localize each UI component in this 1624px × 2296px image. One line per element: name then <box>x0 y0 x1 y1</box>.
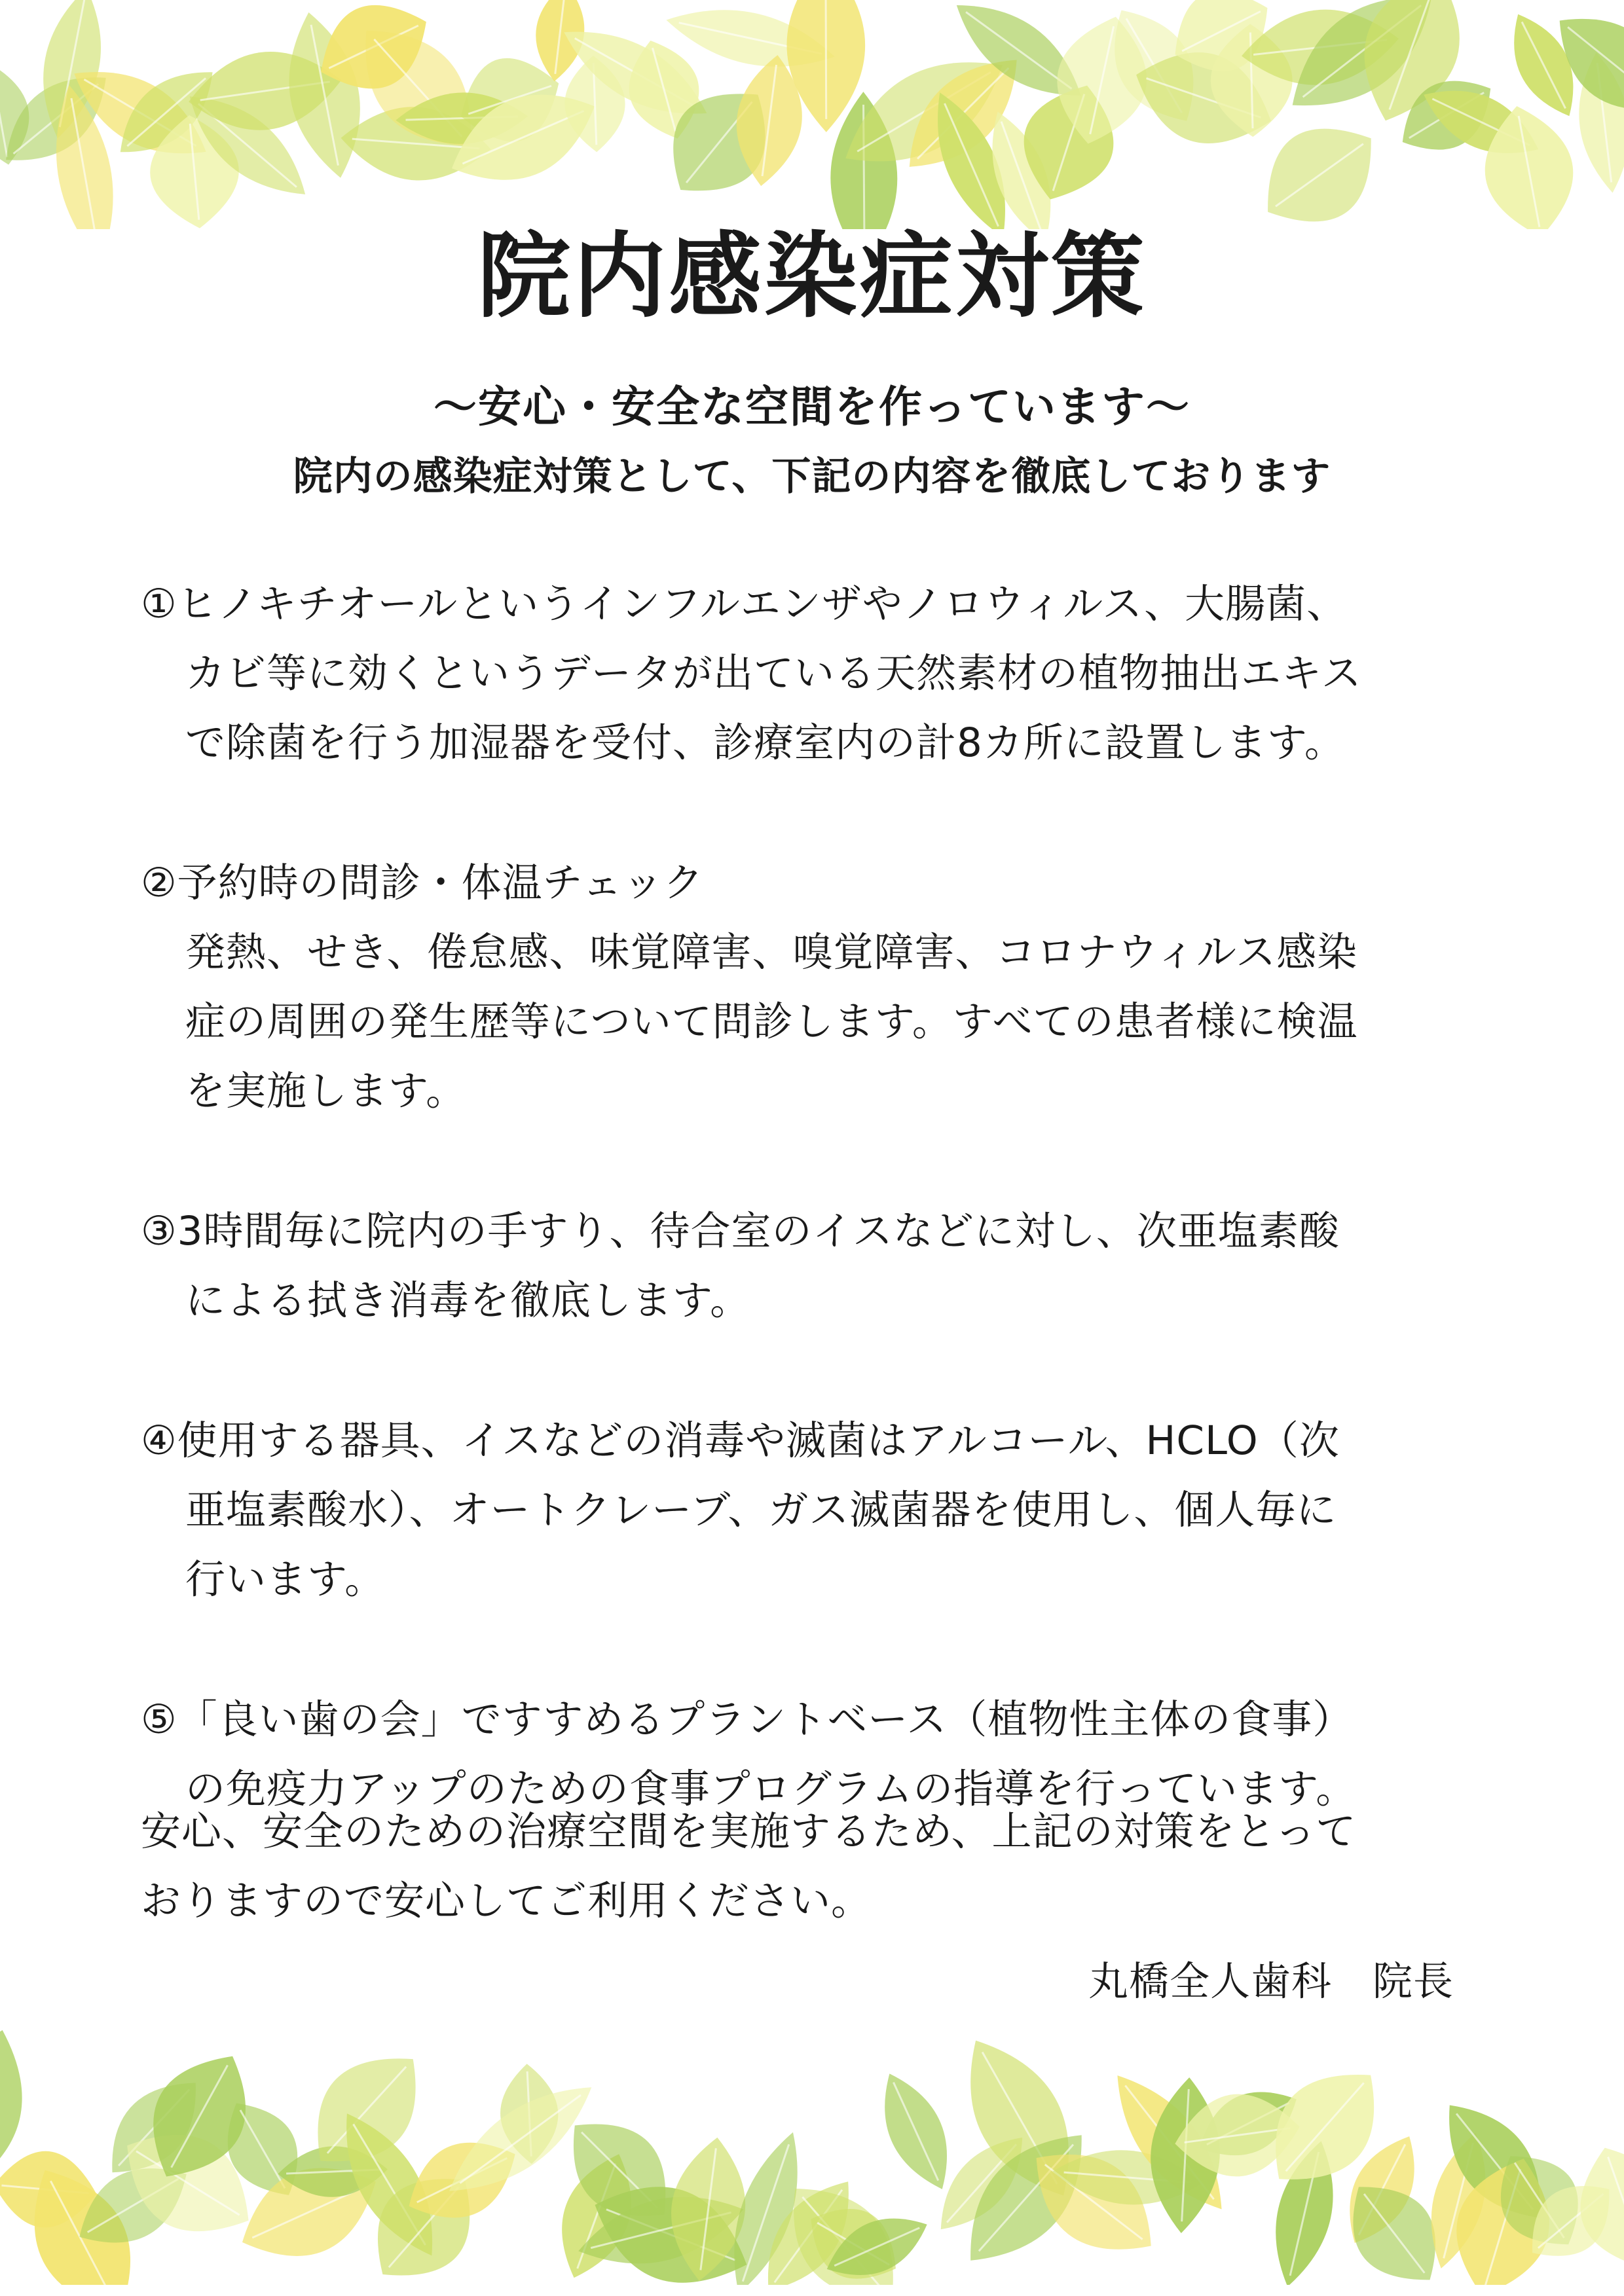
closing-message <box>141 1797 1490 1936</box>
item-line: ①ヒノキチオールというインフルエンザやノロウィルス、大腸菌、 <box>141 581 1348 627</box>
item-line: カビ等に効くというデータが出ている天然素材の植物抽出エキス <box>185 650 1362 697</box>
item-line: で除菌を行う加湿器を受付、診療室内の計8カ所に設置します。 <box>185 720 1345 766</box>
item-line: を実施します。 <box>185 1068 467 1114</box>
item-line: 発熱、せき、倦怠感、味覚障害、嗅覚障害、コロナウィルス感染 <box>185 929 1358 975</box>
intro-text: 院内の感染症対策として、下記の内容を徹底しております <box>293 454 1331 500</box>
item-line: 亜塩素酸水）、オートクレーブ、ガス滅菌器を使用し、個人毎に <box>185 1487 1337 1533</box>
signature: 丸橋全人歯科 院長 <box>1088 1958 1454 2005</box>
item-line: による拭き消毒を徹底します。 <box>185 1277 751 1324</box>
item-line: ④使用する器具、イスなどの消毒や滅菌はアルコール、HCLO（次 <box>141 1417 1340 1464</box>
measure-item-4 <box>141 1406 1490 1614</box>
measure-item-1 <box>141 570 1490 778</box>
measure-item-3 <box>141 1197 1490 1336</box>
item-line: ⑤「良い歯の会」ですすめるプラントベース（植物性主体の食事） <box>141 1696 1354 1743</box>
closing-line: おりますので安心してご利用ください。 <box>141 1878 872 1924</box>
item-line: 症の周囲の発生歴等について問診します。すべての患者様に検温 <box>185 998 1358 1045</box>
item-line: ③3時間毎に院内の手すり、待合室のイスなどに対し、次亜塩素酸 <box>141 1208 1340 1254</box>
page-subtitle: 〜安心・安全な空間を作っています〜 <box>434 382 1190 432</box>
measure-item-2 <box>141 848 1490 1126</box>
closing-line: 安心、安全のための治療空間を実施するため、上記の対策をとって <box>141 1808 1357 1855</box>
leaf-icon <box>866 2063 966 2200</box>
item-line: ②予約時の問診・体温チェック <box>141 860 704 906</box>
item-line: 行います。 <box>185 1556 386 1603</box>
measures-list <box>141 570 1490 1895</box>
item-line: の免疫力アップのための食事プログラムの指導を行っています。 <box>185 1766 1357 1812</box>
bottom-leaf-decoration <box>0 2023 1624 2285</box>
page-title: 院内感染症対策 <box>477 223 1147 331</box>
top-leaf-decoration <box>0 0 1624 229</box>
